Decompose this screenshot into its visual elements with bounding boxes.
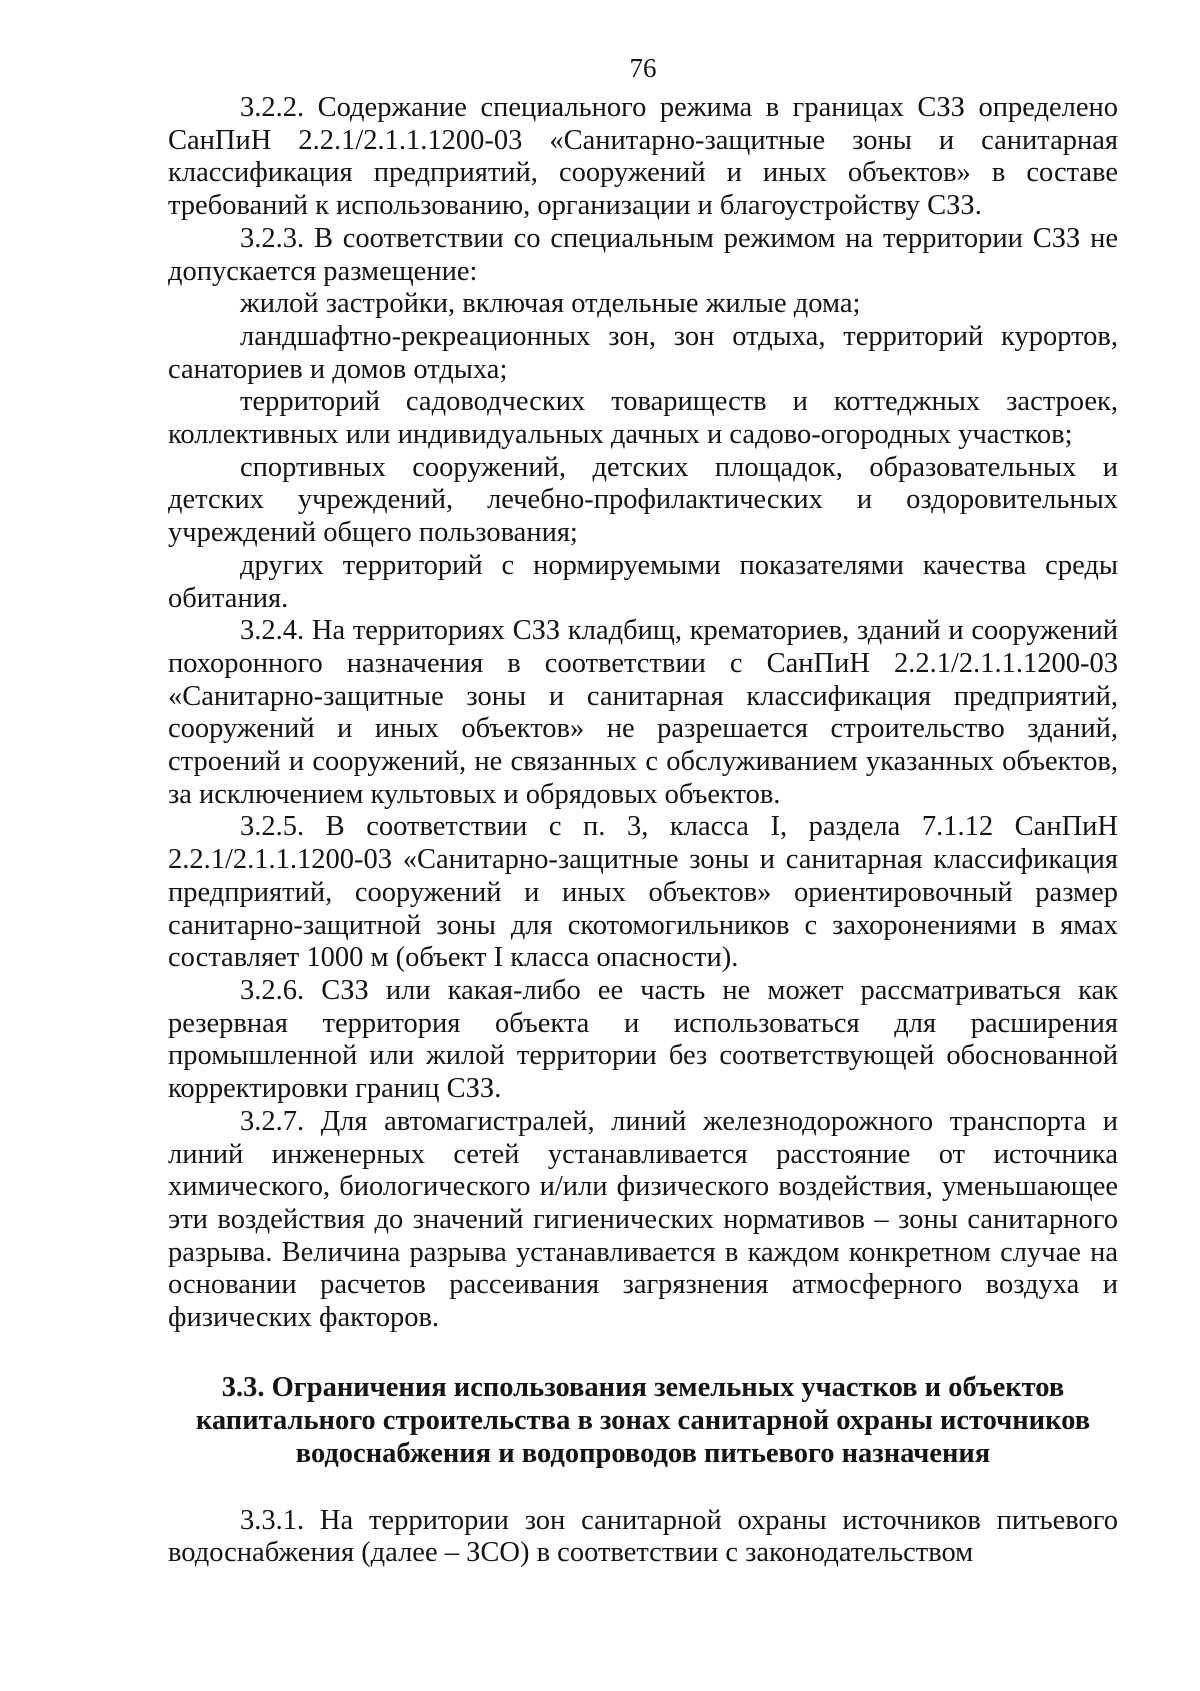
paragraph-3-2-5: 3.2.5. В соответствии с п. 3, класса I, раздела 7.1.12 СанПиН 2.2.1/2.1.1.1200-03 «Санитарно-защитные зоны и санитарная классификация предприятий, сооружений и иных объектов» ориентировочный размер санитарно-защитной зоны для скотомогильников с захоронениями в ямах составляет 1000 м (объект I класса опасности). [168,811,1118,974]
document-page [168,48,1118,1570]
paragraph-3-2-6: 3.2.6. СЗЗ или какая-либо ее часть не может рассматриваться как резервная территория объекта и использоваться для расширения промышленной или жилой территории без соответствующей обоснованной корректировки границ СЗЗ. [168,974,1118,1105]
list-item-recreational: ландшафтно-рекреационных зон, зон отдыха, территорий курортов, санаториев и домов отдыха; [168,320,1118,385]
paragraph-3-2-7: 3.2.7. Для автомагистралей, линий железнодорожного транспорта и линий инженерных сетей устанавливается расстояние от источника химического, биологического и/или физического воздействия, уменьшающее эти воздействия до значений гигиенических нормативов – зоны санитарного разрыва. Величина разрыва устанавливается в каждом конкретном случае на основании расчетов рассеивания загрязнения атмосферного воздуха и физических факторов. [168,1105,1118,1334]
list-item-garden: территорий садоводческих товариществ и коттеджных застроек, коллективных или индивидуальных дачных и садово-огородных участков; [168,386,1118,451]
list-item-residential: жилой застройки, включая отдельные жилые дома; [240,288,861,320]
paragraph-3-2-3: 3.2.3. В соответствии со специальным режимом на территории СЗЗ не допускается размещение: [168,222,1118,287]
paragraph-3-3-1: 3.3.1. На территории зон санитарной охраны источников питьевого водоснабжения (далее – ЗСО) в соответствии с законодательством [168,1504,1118,1569]
paragraph-3-2-2: 3.2.2. Содержание специального режима в границах СЗЗ определено СанПиН 2.2.1/2.1.1.1200-03 «Санитарно-защитные зоны и санитарная классификация предприятий, сооружений и иных объектов» в составе требований к использованию, организации и благоустройству СЗЗ. [168,92,1118,222]
paragraph-3-2-4: 3.2.4. На территориях СЗЗ кладбищ, крематориев, зданий и сооружений похоронного назначения в соответствии с СанПиН 2.2.1/2.1.1.1200-03 «Санитарно-защитные зоны и санитарная классификация предприятий, сооружений и иных объектов» не разрешается строительство зданий, строений и сооружений, не связанных с обслуживанием указанных объектов, за исключением культовых и обрядовых объектов. [168,615,1118,810]
section-heading: 3.3. Ограничения использования земельных участков и объектов капитального строительства в зонах санитарной охраны источников водоснабжения и водопроводов питьевого назначения [195,1371,1091,1469]
list-item-other: других территорий с нормируемыми показателями качества среды обитания. [168,549,1118,614]
page-number: 76 [629,53,657,83]
list-item-sports: спортивных сооружений, детских площадок, образовательных и детских учреждений, лечебно-профилактических и оздоровительных учреждений общего пользования; [168,451,1118,549]
